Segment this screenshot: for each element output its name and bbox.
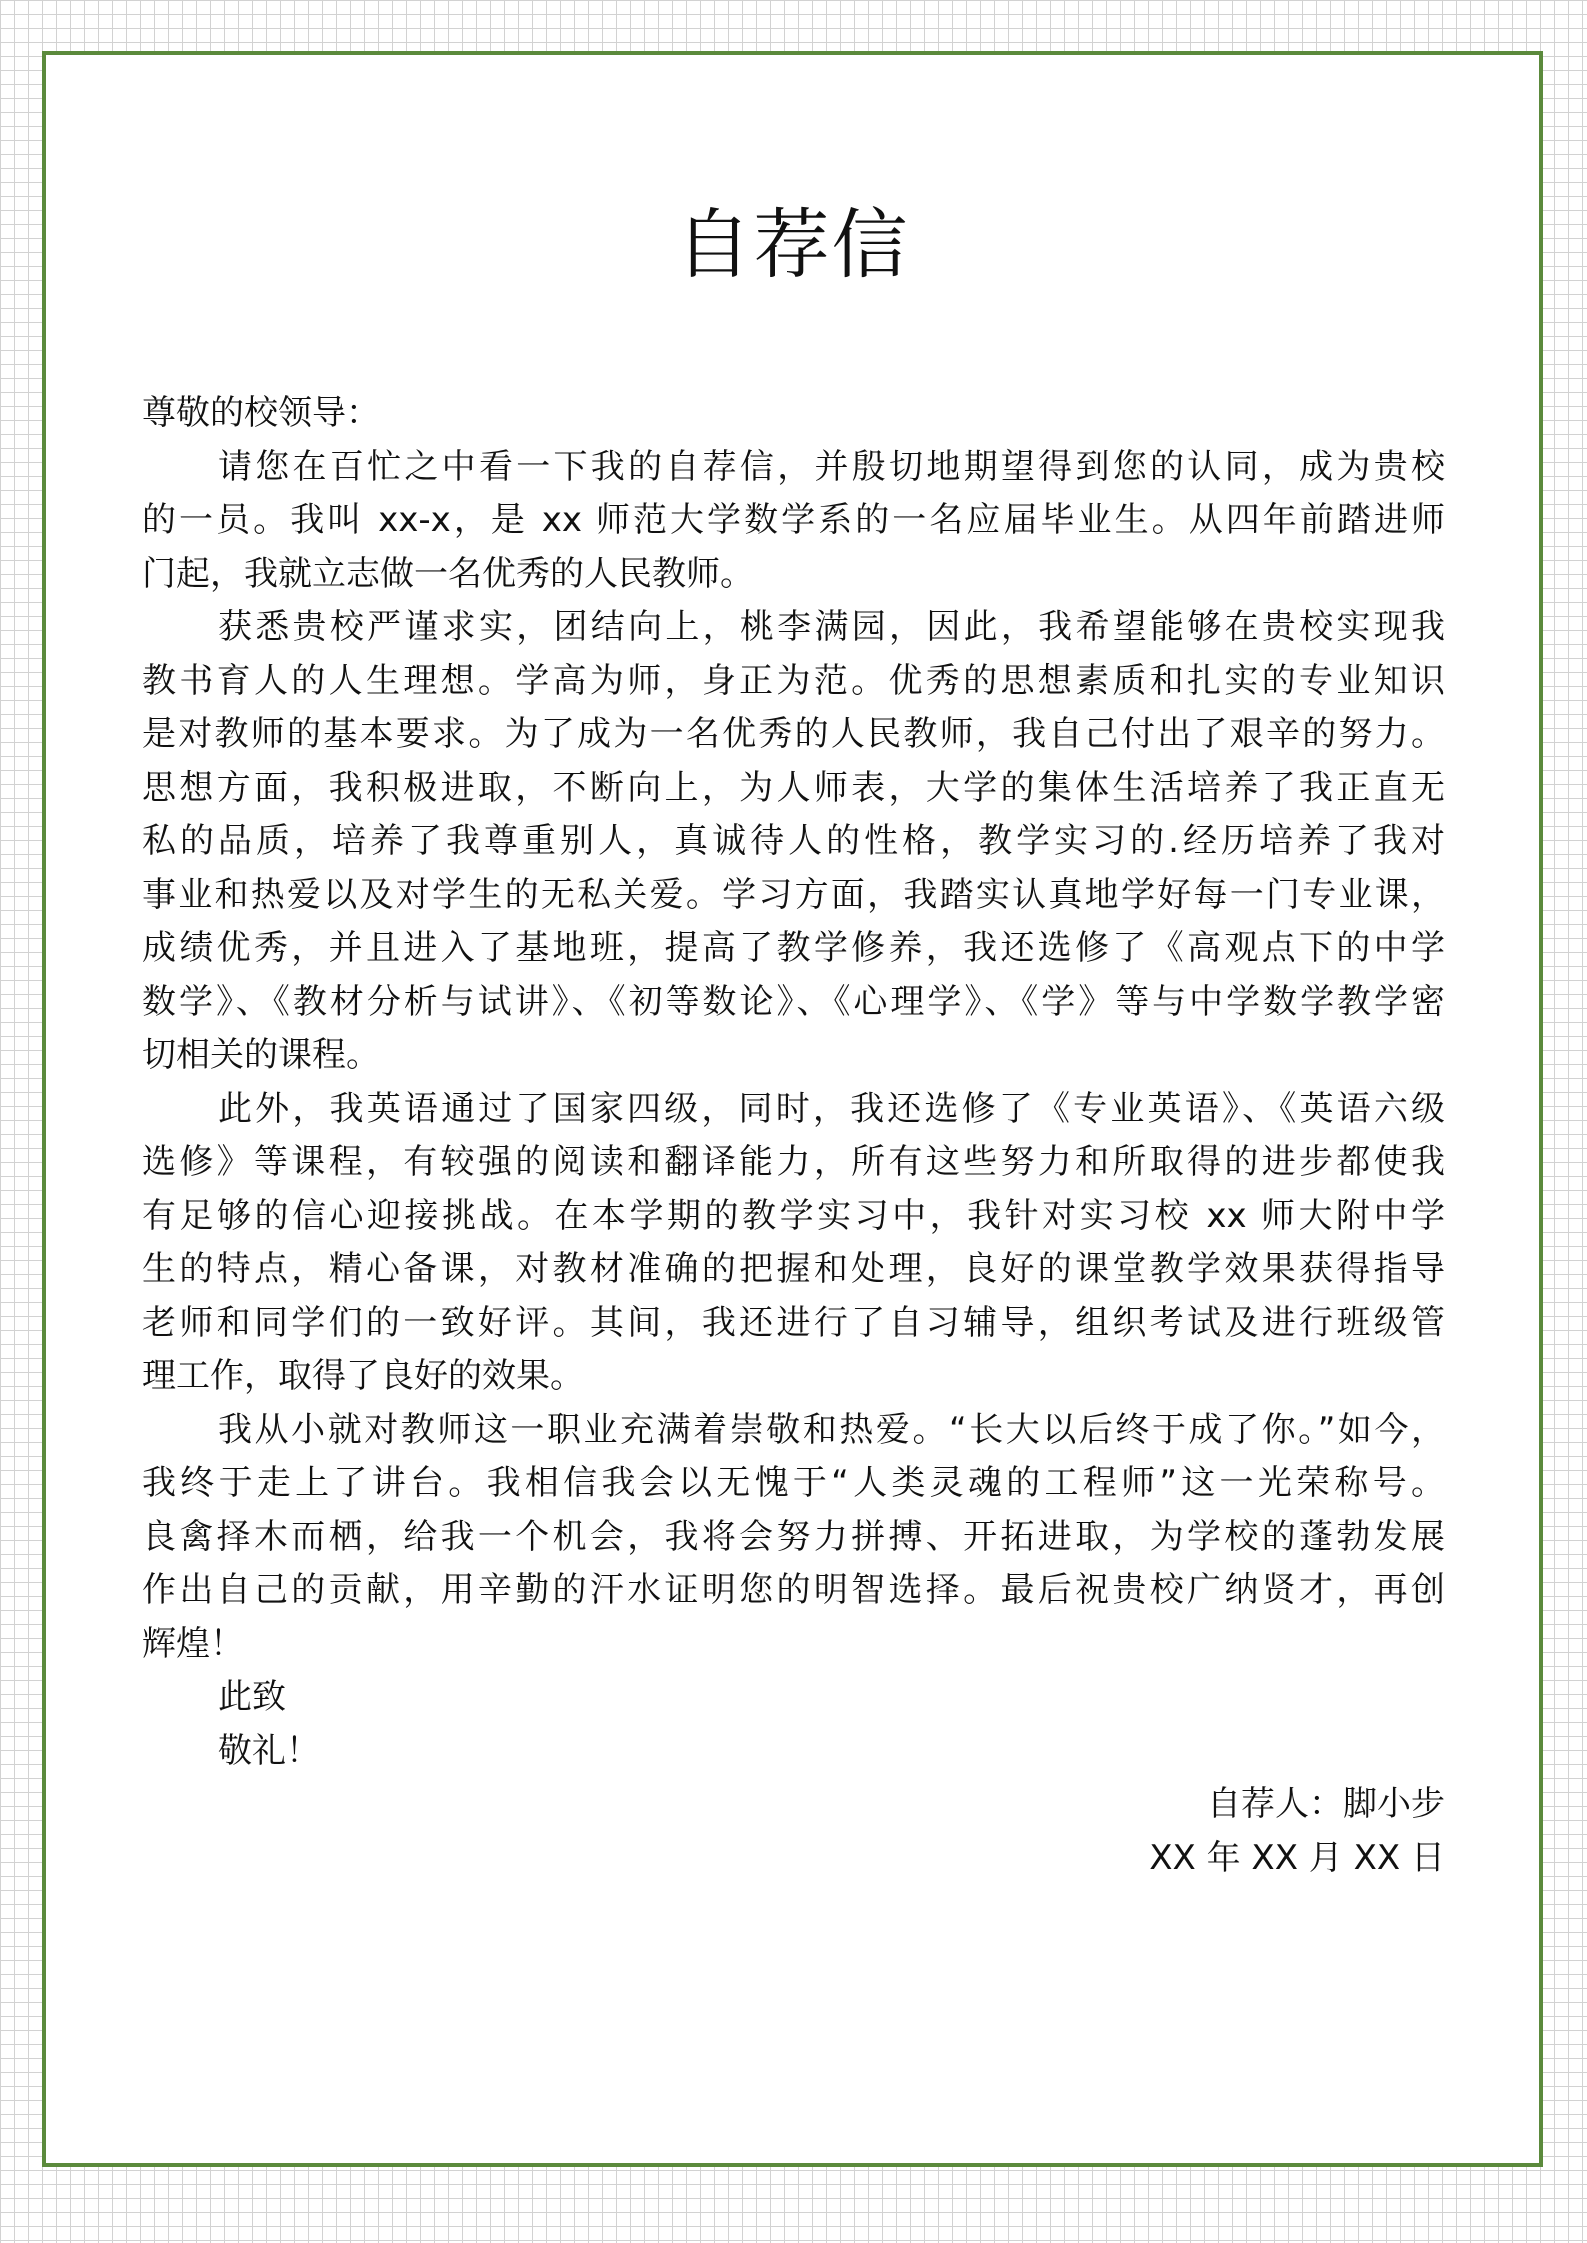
- paragraph-line: 有足够的信心迎接挑战。在本学期的教学实习中，我针对实习校 xx 师大附中学: [142, 1195, 1445, 1236]
- paragraph-line: 我从小就对教师这一职业充满着崇敬和热爱。“长大以后终于成了你。”如今，: [218, 1409, 1445, 1450]
- paragraph-line: 理工作，取得了良好的效果。: [142, 1356, 584, 1396]
- paragraph-line: 事业和热爱以及对学生的无私关爱。学习方面，我踏实认真地学好每一门专业课，: [142, 874, 1445, 915]
- letter-date: XX 年 XX 月 XX 日: [1149, 1837, 1445, 1878]
- paragraph-3: [142, 1083, 1445, 1404]
- paragraph-line: 获悉贵校严谨求实，团结向上，桃李满园，因此，我希望能够在贵校实现我: [218, 607, 1445, 647]
- paragraph-line: 选修》等课程，有较强的阅读和翻译能力，所有这些努力和所取得的进步都使我: [142, 1142, 1445, 1182]
- paragraph-4: [142, 1404, 1445, 1672]
- signature: 自荐人：脚小步: [1207, 1784, 1445, 1824]
- paragraph-line: 老师和同学们的一致好评。其间，我还进行了自习辅导，组织考试及进行班级管: [142, 1302, 1445, 1343]
- paragraph-line: 请您在百忙之中看一下我的自荐信，并殷切地期望得到您的认同，成为贵校: [218, 446, 1445, 487]
- paragraph-1: [142, 441, 1445, 602]
- paragraph-line: 生的特点，精心备课，对教材准确的把握和处理，良好的课堂教学效果获得指导: [142, 1249, 1445, 1289]
- paragraph-line: 我终于走上了讲台。我相信我会以无愧于“人类灵魂的工程师”这一光荣称号。: [142, 1463, 1445, 1503]
- paragraph-line: 辉煌！: [142, 1623, 244, 1664]
- paragraph-line: 是对教师的基本要求。为了成为一名优秀的人民教师，我自己付出了艰辛的努力。: [142, 714, 1445, 754]
- paragraph-line: 的一员。我叫 xx-x，是 xx 师范大学数学系的一名应届毕业生。从四年前踏进师: [142, 500, 1445, 540]
- paragraph-line: 此外，我英语通过了国家四级，同时，我还选修了《专业英语》、《英语六级: [218, 1088, 1445, 1129]
- paragraph-line: 良禽择木而栖，给我一个机会，我将会努力拼搏、开拓进取，为学校的蓬勃发展: [142, 1516, 1445, 1557]
- paragraph-line: 数学》、《教材分析与试讲》、《初等数论》、《心理学》、《学》等与中学数学教学密: [142, 981, 1445, 1022]
- letter-body: [142, 387, 1445, 1885]
- paragraph-line: 思想方面，我积极进取，不断向上，为人师表，大学的集体生活培养了我正直无: [142, 767, 1445, 808]
- letter-title: 自荐信: [675, 200, 910, 289]
- paragraph-line: 教书育人的人生理想。学高为师，身正为范。优秀的思想素质和扎实的专业知识: [142, 660, 1445, 701]
- letter-page: [42, 51, 1543, 2167]
- closing-regards: 此致: [218, 1677, 286, 1717]
- paragraph-line: 作出自己的贡献，用辛勤的汗水证明您的明智选择。最后祝贵校广纳贤才，再创: [142, 1570, 1445, 1610]
- paragraph-2: [142, 601, 1445, 1083]
- paragraph-line: 成绩优秀，并且进入了基地班，提高了教学修养，我还选修了《高观点下的中学: [142, 928, 1445, 968]
- paragraph-line: 门起，我就立志做一名优秀的人民教师。: [142, 553, 754, 594]
- paragraph-line: 切相关的课程。: [142, 1035, 380, 1075]
- paragraph-line: 私的品质，培养了我尊重别人，真诚待人的性格，教学实习的.经历培养了我对: [142, 821, 1445, 861]
- closing-salute: 敬礼！: [218, 1730, 320, 1771]
- salutation: 尊敬的校领导：: [142, 393, 380, 433]
